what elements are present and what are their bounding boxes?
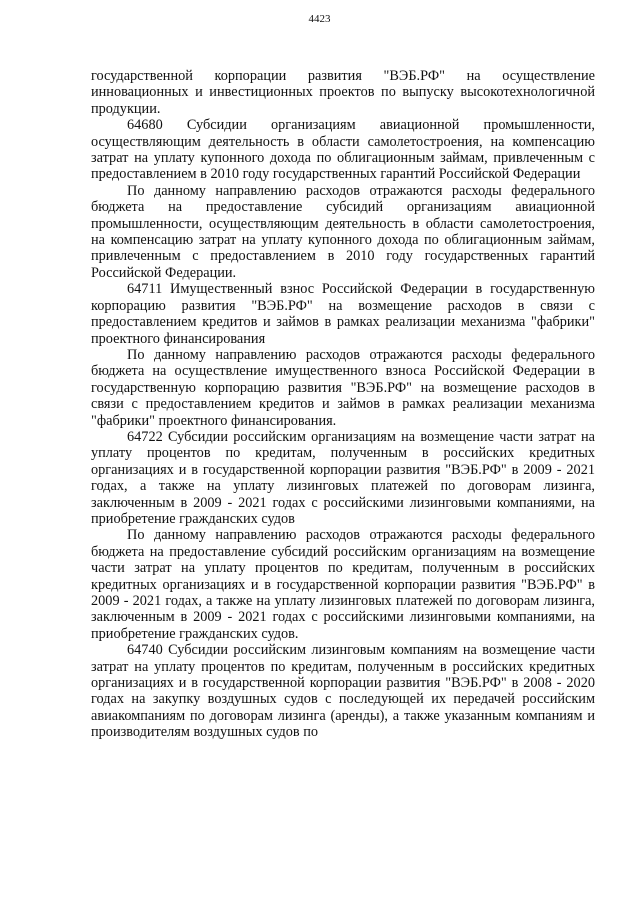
paragraph-code-64722: 64722 Субсидии российским организациям на возмещение части затрат на уплату процентов по кредитам, полученным в российских кредитных организациях и в государственной корпорации развития "ВЭБ.РФ" в 2009 - 2021 годах, а также на уплату лизинговых платежей по договорам лизинга, заключенным в 2009 - 2021 годах с российскими лизинговыми компаниями, на приобретение гражданских судов — [91, 428, 595, 527]
paragraph-description-64711: По данному направлению расходов отражаются расходы федерального бюджета на осуществление имущественного взноса Российской Федерации в государственную корпорацию развития "ВЭБ.РФ" на возмещение расходов в связи с предоставлением кредитов и займов в рамках реализации механизма "фабрики" проектного финансирования. — [91, 346, 595, 429]
page-number: 4423 — [308, 13, 331, 25]
paragraph-continuation: государственной корпорации развития "ВЭБ.РФ" на осуществление инновационных и инвестиционных проектов по выпуску высокотехнологичной продукции. — [91, 68, 595, 117]
paragraph-code-64680: 64680 Субсидии организациям авиационной промышленности, осуществляющим деятельность в области самолетостроения, на компенсацию затрат на уплату купонного дохода по облигационным займам, привлеченным с предоставлением в 2010 году государственных гарантий Российской Федерации — [91, 117, 595, 183]
paragraph-description-64722: По данному направлению расходов отражаются расходы федерального бюджета на предоставление субсидий российским организациям на возмещение части затрат на уплату процентов по кредитам, полученным в российских кредитных организациях и в государственной корпорации развития "ВЭБ.РФ" в 2009 - 2021 годах, а также на уплату лизинговых платежей по договорам лизинга, заключенным в 2009 - 2021 годах с российскими лизинговыми компаниями, на приобретение гражданских судов. — [91, 527, 595, 642]
paragraph-code-64740: 64740 Субсидии российским лизинговым компаниям на возмещение части затрат на уплату процентов по кредитам, полученным в российских кредитных организациях и в государственной корпорации развития "ВЭБ.РФ" в 2008 - 2020 годах на закупку воздушных судов с последующей их передачей российским авиакомпаниям по договорам лизинга (аренды), а также указанным компаниям и производителям воздушных судов по — [91, 642, 595, 741]
paragraph-description-64680: По данному направлению расходов отражаются расходы федерального бюджета на предоставление субсидий организациям авиационной промышленности, осуществляющим деятельность в области самолетостроения, на компенсацию затрат на уплату купонного дохода по облигационным займам, привлеченным с предоставлением в 2010 году государственных гарантий Российской Федерации. — [91, 182, 595, 281]
document-body — [91, 68, 595, 741]
paragraph-code-64711: 64711 Имущественный взнос Российской Федерации в государственную корпорацию развития "ВЭБ.РФ" на возмещение расходов в связи с предоставлением кредитов и займов в рамках реализации механизма "фабрики" проектного финансирования — [91, 281, 595, 347]
